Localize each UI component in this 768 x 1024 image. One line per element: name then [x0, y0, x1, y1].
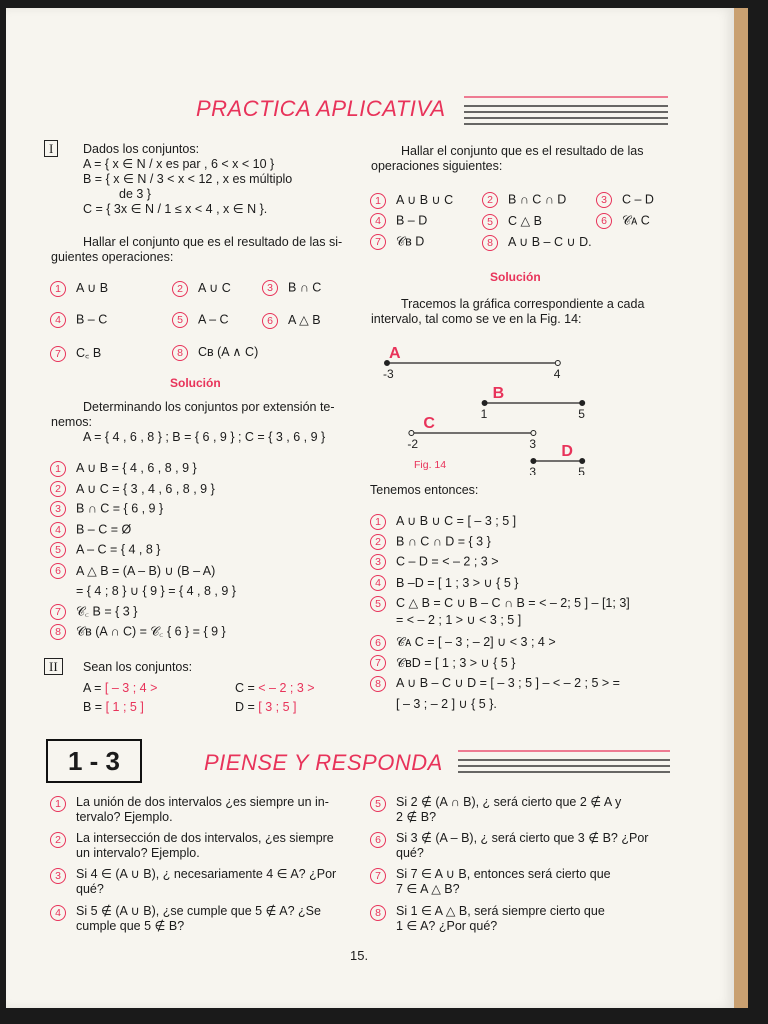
intro-line: nemos: — [51, 415, 92, 429]
number-circle-icon: 3 — [370, 554, 386, 570]
statement-line: B = { x ∈ N / 3 < x < 12 , x es múltiplo — [83, 172, 293, 186]
answer-text: A ∪ C = { 3 , 4 , 6 , 8 , 9 } — [76, 481, 215, 496]
tick-label: 3 — [529, 465, 537, 475]
problem-2-intro: Sean los conjuntos: — [83, 660, 193, 674]
answer-item — [370, 675, 630, 696]
section-number-box: 1 - 3 — [46, 739, 142, 783]
answer-text: B –D = [ 1 ; 3 > ∪ { 5 } — [396, 575, 519, 590]
op-text: A ∪ C — [198, 281, 231, 295]
answer-item — [50, 563, 236, 584]
interval-name-label: D — [561, 443, 573, 460]
number-circle-icon: 4 — [370, 213, 386, 229]
tenemos-text: Tenemos entonces: — [370, 483, 479, 497]
question-line: La intersección de dos intervalos, ¿es siempre — [76, 831, 334, 845]
tick-label: 1 — [480, 407, 488, 421]
answer-item — [370, 513, 630, 534]
op-text: A △ B — [288, 313, 321, 327]
number-circle-icon: 2 — [50, 832, 66, 848]
set-def — [83, 681, 157, 696]
tick-label: 4 — [553, 367, 561, 381]
op-text: 𝒞ᴀ C — [622, 213, 650, 228]
question-line: qué? — [76, 882, 104, 896]
number-circle-icon: 4 — [50, 522, 66, 538]
answer-text: B – C = Ø — [76, 521, 132, 536]
number-circle-icon: 5 — [370, 796, 386, 812]
question-line: Si 5 ∉ (A ∪ B), ¿se cumple que 5 ∉ A? ¿Se — [76, 904, 321, 918]
answer-text: A ∪ B – C ∪ D = [ – 3 ; 5 ] – < – 2 ; 5 > = — [396, 676, 620, 690]
interval-endpoint — [531, 459, 536, 464]
question-line: un intervalo? Ejemplo. — [76, 846, 200, 860]
number-circle-icon: 3 — [262, 280, 278, 296]
number-circle-icon: 3 — [596, 192, 612, 208]
intro-line: intervalo, tal como se ve en la Fig. 14: — [371, 312, 582, 326]
statement-line: A = { x ∈ N / x es par , 6 < x < 10 } — [83, 157, 275, 171]
interval-name-label: C — [423, 415, 435, 432]
solucion-heading: Solución — [490, 270, 541, 284]
section-title-piense: PIENSE Y RESPONDA — [204, 750, 443, 775]
number-circle-icon: 5 — [370, 596, 386, 612]
question-line: Si 2 ∉ (A ∩ B), ¿ será cierto que 2 ∉ A y — [396, 795, 622, 809]
set-def — [235, 700, 297, 715]
question-item — [370, 831, 648, 861]
solution-intro — [51, 400, 335, 445]
tick-label: 5 — [578, 407, 585, 421]
answer-text: [ – 3 ; – 2 ] ∪ { 5 }. — [396, 696, 497, 711]
section-title-practica: PRACTICA APLICATIVA — [196, 96, 446, 121]
answer-item — [370, 534, 630, 555]
number-circle-icon: 8 — [172, 345, 188, 361]
problem-2-marker — [44, 658, 63, 676]
op-item — [596, 192, 654, 208]
problem-2-instruction — [371, 144, 644, 174]
statement-line: Dados los conjuntos: — [83, 142, 200, 156]
instruction-line: Hallar el conjunto que es el resultado de las si- — [83, 235, 343, 249]
number-circle-icon: 4 — [50, 905, 66, 921]
question-line: Si 3 ∉ (A – B), ¿ será cierto que 3 ∉ B? ¿Por — [396, 831, 649, 845]
answer-continuation — [50, 583, 236, 604]
answer-text: = { 4 ; 8 } ∪ { 9 } = { 4 , 8 , 9 } — [76, 584, 236, 598]
op-item — [482, 192, 566, 208]
number-circle-icon: 5 — [172, 312, 188, 328]
question-line: tervalo? Ejemplo. — [76, 810, 173, 824]
question-line: Si 7 ∈ A ∪ B, entonces será cierto que — [396, 867, 611, 881]
op-item — [482, 234, 592, 251]
figure-caption: Fig. 14 — [414, 459, 447, 471]
question-line: Si 1 ∈ A △ B, será siempre cierto que — [396, 904, 605, 918]
question-line: cumple que 5 ∉ B? — [76, 919, 185, 933]
number-circle-icon: 1 — [370, 514, 386, 530]
instruction-line: guientes operaciones: — [51, 250, 174, 264]
op-text: B ∩ C — [288, 280, 322, 295]
number-circle-icon: 7 — [370, 868, 386, 884]
op-text: B ∩ C ∩ D — [508, 192, 567, 207]
answers-list-2 — [370, 513, 630, 716]
solution-intro — [371, 297, 645, 327]
question-item — [370, 795, 621, 825]
set-name: B = — [83, 700, 106, 714]
title-rules — [464, 94, 668, 130]
question-line: 2 ∉ B? — [396, 810, 437, 824]
tick-label: 5 — [578, 465, 585, 475]
question-line: Si 4 ∈ (A ∪ B), ¿ necesariamente 4 ∈ A? ¿Por — [76, 867, 337, 881]
op-item — [50, 312, 107, 328]
answer-item — [50, 624, 236, 645]
interval-endpoint — [580, 459, 585, 464]
interval-name-label: B — [492, 385, 505, 402]
op-text: A ∪ B ∪ C — [396, 193, 454, 207]
interval-endpoint — [409, 431, 414, 436]
question-line: 7 ∈ A △ B? — [396, 882, 460, 896]
number-circle-icon: 7 — [50, 604, 66, 620]
answer-text: = < – 2 ; 1 > ∪ < 3 ; 5 ] — [396, 613, 522, 627]
question-item — [370, 904, 605, 934]
number-circle-icon: 6 — [262, 313, 278, 329]
question-line: La unión de dos intervalos ¿es siempre un in- — [76, 795, 329, 809]
op-item — [370, 234, 424, 250]
op-item — [172, 280, 231, 297]
number-circle-icon: 5 — [482, 214, 498, 230]
number-circle-icon: 8 — [50, 624, 66, 640]
set-name: C = — [235, 681, 259, 695]
number-circle-icon: 1 — [50, 796, 66, 812]
set-value: [ – 3 ; 4 > — [104, 681, 158, 695]
set-value: < – 2 ; 3 > — [258, 681, 315, 695]
set-value: [ 3 ; 5 ] — [258, 700, 297, 714]
roman-numeral: I — [44, 140, 58, 157]
answer-text: A – C = { 4 , 8 } — [76, 542, 161, 557]
set-name: A = — [83, 681, 105, 695]
instruction-line: operaciones siguientes: — [371, 159, 503, 173]
intro-line: A = { 4 , 6 , 8 } ; B = { 6 , 9 } ; C = { 3 , 6 , 9 } — [83, 430, 326, 444]
interval-name-label: A — [389, 345, 401, 362]
answer-text: C – D = < – 2 ; 3 > — [396, 554, 499, 569]
roman-numeral: II — [44, 658, 63, 675]
solucion-heading: Solución — [170, 376, 221, 390]
number-circle-icon: 8 — [370, 676, 386, 692]
number-circle-icon: 2 — [370, 534, 386, 550]
interval-endpoint — [580, 401, 585, 406]
op-item — [172, 312, 229, 328]
answer-text: 𝒞ᴀ C = [ – 3 ; – 2] ∪ < 3 ; 4 > — [396, 635, 556, 649]
op-text: A ∪ B — [76, 281, 109, 295]
answer-item — [50, 522, 236, 543]
op-item — [262, 280, 321, 296]
question-line: qué? — [396, 846, 424, 860]
number-circle-icon: 4 — [370, 575, 386, 591]
set-def — [235, 681, 315, 696]
number-circle-icon: 2 — [482, 192, 498, 208]
answer-text: A ∪ B ∪ C = [ – 3 ; 5 ] — [396, 514, 517, 528]
answer-item — [50, 542, 236, 563]
answer-item — [370, 655, 630, 676]
answer-text: 𝒞ʙD = [ 1 ; 3 > ∪ { 5 } — [396, 655, 516, 670]
number-circle-icon: 6 — [596, 213, 612, 229]
answer-item — [370, 634, 630, 655]
number-circle-icon: 6 — [370, 635, 386, 651]
answer-item — [50, 481, 236, 502]
answer-text: A ∪ B = { 4 , 6 , 8 , 9 } — [76, 461, 197, 475]
answer-item — [50, 604, 236, 625]
answer-text: B ∩ C ∩ D = { 3 } — [396, 533, 491, 548]
number-circle-icon: 7 — [370, 655, 386, 671]
page-number: 15. — [350, 948, 369, 963]
tick-label: 3 — [529, 437, 537, 451]
op-text: C △ B — [508, 214, 542, 228]
problem-1-instruction — [51, 235, 343, 265]
number-circle-icon: 1 — [370, 193, 386, 209]
number-circle-icon: 1 — [50, 281, 66, 297]
op-item — [50, 344, 101, 362]
number-circle-icon: 5 — [50, 542, 66, 558]
number-circle-icon: 2 — [172, 281, 188, 297]
op-text: 𝒞ʙ D — [396, 234, 425, 249]
answer-text: 𝒞꜀ B = { 3 } — [76, 603, 138, 618]
set-name: D = — [235, 700, 259, 714]
number-circle-icon: 1 — [50, 461, 66, 477]
op-item — [596, 213, 650, 229]
interval-endpoint — [482, 401, 487, 406]
op-text: C꜀ B — [76, 346, 102, 360]
question-item — [50, 831, 334, 861]
answer-text: A △ B = (A – B) ∪ (B – A) — [76, 563, 216, 578]
answer-continuation — [370, 612, 630, 634]
intro-line: Tracemos la gráfica correspondiente a cada — [401, 297, 645, 311]
number-circle-icon: 8 — [482, 235, 498, 251]
interval-diagram — [372, 343, 672, 475]
interval-endpoint — [531, 431, 536, 436]
question-line: 1 ∈ A? ¿Por qué? — [396, 919, 498, 933]
number-circle-icon: 6 — [370, 832, 386, 848]
op-text: B – D — [396, 213, 428, 228]
number-circle-icon: 7 — [50, 346, 66, 362]
answer-item — [50, 501, 236, 522]
op-text: A – C — [198, 312, 229, 327]
op-text: B – C — [76, 312, 108, 327]
op-item — [370, 213, 427, 229]
interval-endpoint — [555, 361, 560, 366]
question-item — [50, 867, 336, 897]
number-circle-icon: 4 — [50, 312, 66, 328]
problem-1-statement — [83, 142, 292, 217]
answer-text: B ∩ C = { 6 , 9 } — [76, 501, 164, 516]
textbook-page — [6, 8, 748, 1008]
op-text: A ∪ B – C ∪ D. — [508, 235, 592, 249]
op-text: C – D — [622, 192, 654, 207]
op-item — [370, 192, 453, 209]
answer-item — [370, 554, 630, 575]
statement-line: de 3 } — [119, 187, 151, 201]
instruction-line: Hallar el conjunto que es el resultado de las — [401, 144, 644, 158]
op-item — [172, 344, 258, 361]
statement-line: C = { 3x ∈ N / 1 ≤ x < 4 , x ∈ N }. — [83, 202, 268, 216]
number-circle-icon: 3 — [50, 501, 66, 517]
answer-text: C △ B = C ∪ B – C ∩ B = < – 2; 5 ] – [1; 3] — [396, 596, 630, 610]
number-circle-icon: 7 — [370, 234, 386, 250]
answer-text: 𝒞ʙ (A ∩ C) = 𝒞꜀ { 6 } = { 9 } — [76, 624, 226, 639]
question-item — [50, 904, 321, 934]
number-circle-icon: 8 — [370, 905, 386, 921]
tick-label: -3 — [383, 367, 394, 381]
op-item — [482, 213, 542, 230]
intro-line: Determinando los conjuntos por extensión te- — [83, 400, 335, 414]
op-item — [50, 280, 108, 297]
question-item — [370, 867, 611, 897]
op-item — [262, 312, 321, 329]
answers-list-1 — [50, 460, 236, 645]
answer-item — [370, 595, 630, 612]
number-circle-icon: 2 — [50, 481, 66, 497]
problem-1-marker — [44, 140, 58, 158]
set-def — [83, 700, 144, 715]
question-item — [50, 795, 329, 825]
number-circle-icon: 6 — [50, 563, 66, 579]
answer-item — [370, 575, 630, 596]
tick-label: -2 — [407, 437, 419, 451]
answer-item — [50, 460, 236, 481]
interval-diagram-layer — [383, 345, 585, 475]
op-text: Cʙ (A ∧ C) — [198, 345, 259, 359]
title-rules — [458, 748, 670, 778]
answer-continuation — [370, 696, 630, 717]
number-circle-icon: 3 — [50, 868, 66, 884]
set-value: [ 1 ; 5 ] — [105, 700, 144, 714]
